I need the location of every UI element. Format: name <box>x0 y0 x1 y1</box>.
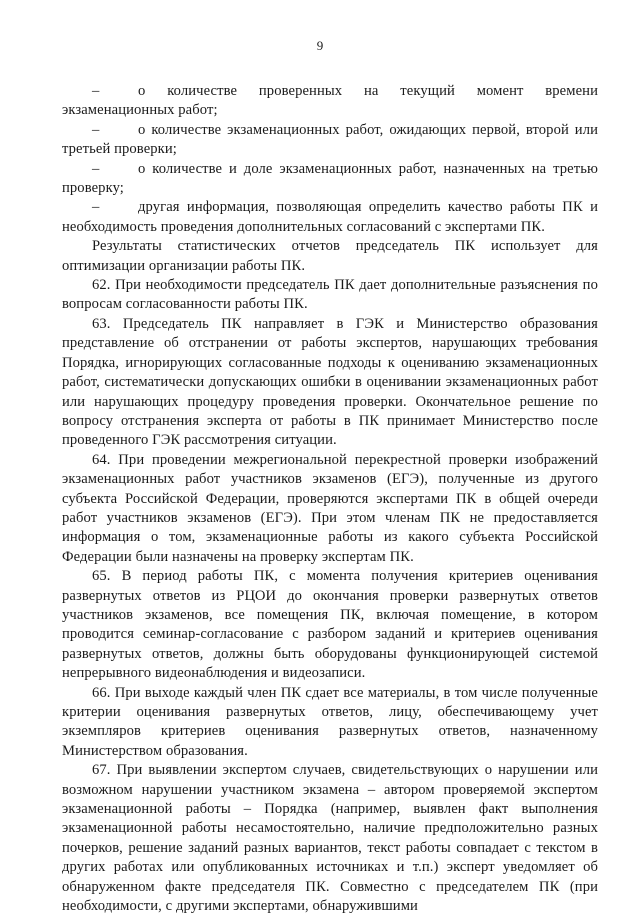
paragraph-62: 62. При необходимости председатель ПК дает дополнительные разъяснения по вопросам согласованности работы ПК. <box>62 277 598 313</box>
list-item: – о количестве экзаменационных работ, ожидающих первой, второй или третьей проверки; <box>62 121 598 158</box>
list-item: – о количестве и доле экзаменационных работ, назначенных на третью проверку; <box>62 160 598 197</box>
paragraph-67: 67. При выявлении экспертом случаев, свидетельствующих о нарушении или возможном нарушении участником экзамена – автором проверяемой экспертом экзаменационной работы – Порядка (например, выявлен факт выполнения экзаменационной работы несамостоятельно, наличие предположительно разных почерков, решение заданий разных вариантов, текст работы совпадает с текстом в других работах или опубликованных источниках и т.п.) эксперт уведомляет об обнаруженном факте председателя ПК. Совместно с председателем ПК (при необходимости, с другими экспертами, обнаружившими <box>62 762 598 915</box>
dash-marker: – <box>92 121 100 138</box>
document-body <box>62 82 598 916</box>
dash-marker: – <box>92 160 100 177</box>
list-item: – другая информация, позволяющая определить качество работы ПК и необходимость проведения дополнительных согласований с экспертами ПК. <box>62 199 598 235</box>
dash-marker: – <box>92 83 100 99</box>
paragraph-63: 63. Председатель ПК направляет в ГЭК и Министерство образования представление об отстранении от работы экспертов, нарушающих требования Порядка, игнорирующих согласованные подходы к оцениванию экзаменационных работ, систематически допускающих ошибки в оценивании экзаменационных работ или нарушающих процедуру проведения проверки. Окончательное решение по вопросу отстранения эксперта от работы в ПК принимает Министерство после проведенного ГЭК рассмотрения ситуации. <box>62 315 598 449</box>
paragraph-64: 64. При проведении межрегиональной перекрестной проверки изображений экзаменационных работ участников экзаменов (ЕГЭ), полученные из другого субъекта Российской Федерации, проверяются экспертами ПК в общей очереди работ участников экзаменов (ЕГЭ). При этом членам ПК не предоставляется информация о том, экзаменационные работы из какого субъекта Российской Федерации были назначены на проверку экспертам ПК. <box>62 451 598 565</box>
paragraph-66: 66. При выходе каждый член ПК сдает все материалы, в том числе полученные критерии оценивания развернутых ответов, лицу, обеспечивающему учет экземпляров критериев оценивания развернутых ответов, назначенному Министерством образования. <box>62 684 598 759</box>
paragraph-65: 65. В период работы ПК, с момента получения критериев оценивания развернутых ответов из РЦОИ до окончания проверки развернутых ответов участников экзаменов, все помещения ПК, включая помещение, в котором проводится семинар-согласование с разбором заданий и критериев оценивания развернутых ответов, должны быть оборудованы функционирующей системой непрерывного видеонаблюдения и видеозаписи. <box>62 568 598 682</box>
list-item: – о количестве проверенных на текущий момент времени экзаменационных работ; <box>62 83 598 119</box>
page-number: 9 <box>316 38 324 53</box>
dash-marker: – <box>92 199 100 216</box>
paragraph: Результаты статистических отчетов председатель ПК использует для оптимизации организации работы ПК. <box>62 238 598 274</box>
